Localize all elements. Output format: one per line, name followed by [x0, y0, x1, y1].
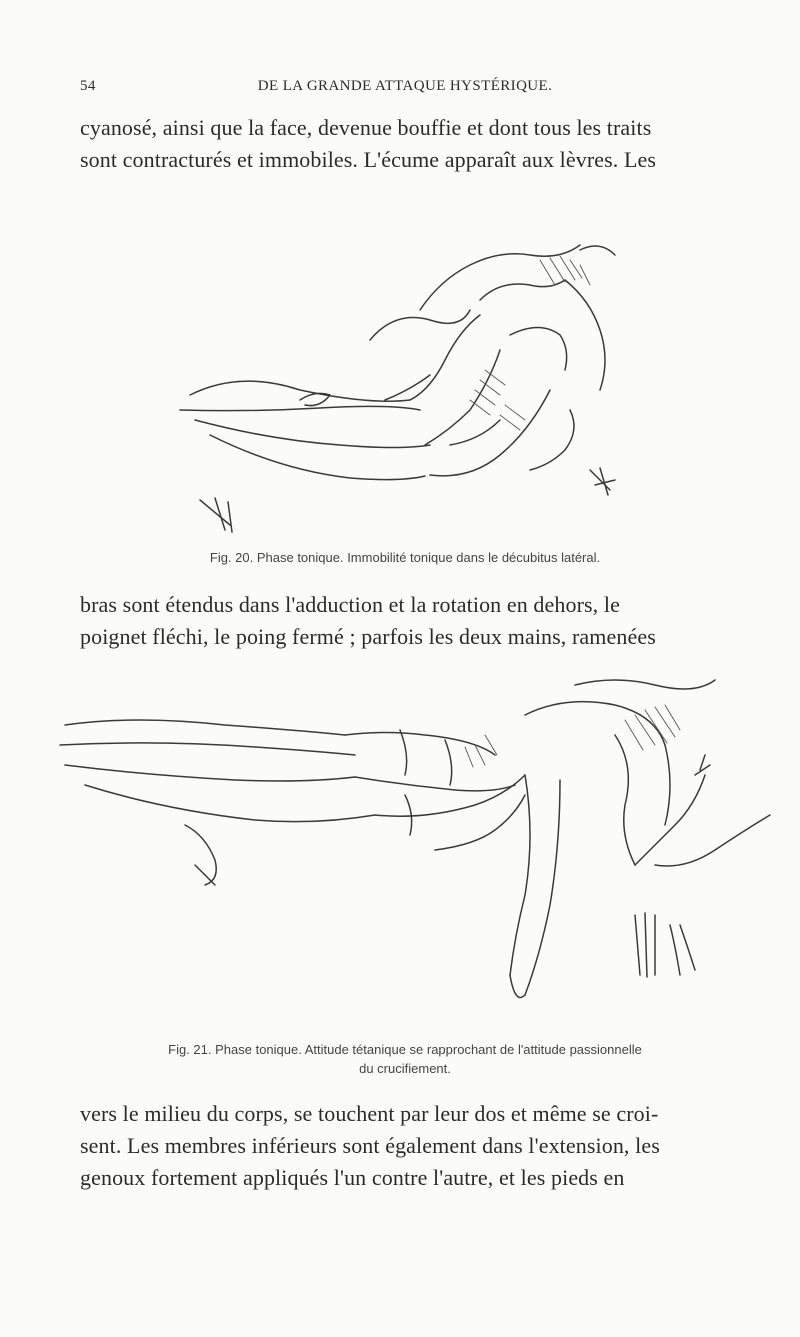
caption-line: Fig. 21. Phase tonique. Attitude tétanique se rapprochant de l'attitude passionnelle [168, 1042, 642, 1057]
figure-21-caption [80, 1040, 730, 1078]
paragraph-3 [80, 1098, 730, 1194]
text-line: cyanosé, ainsi que la face, devenue bouffie et dont tous les traits [80, 115, 652, 140]
text-line: sont contracturés et immobiles. L'écume apparaît aux lèvres. Les [80, 147, 657, 172]
running-title: DE LA GRANDE ATTAQUE HYSTÉRIQUE. [257, 78, 553, 94]
text-line: bras sont étendus dans l'adduction et la rotation en dehors, le [80, 592, 620, 617]
figure-20-illustration [170, 240, 630, 540]
caption-line: du crucifiement. [359, 1061, 451, 1076]
figure-21-illustration [55, 675, 775, 1035]
page-number: 54 [80, 78, 96, 94]
paragraph-1 [80, 112, 730, 176]
running-header [80, 78, 730, 102]
text-line: poignet fléchi, le poing fermé ; parfois les deux mains, ramenées [80, 624, 656, 649]
text-line: vers le milieu du corps, se touchent par leur dos et même se croi- [80, 1101, 659, 1126]
text-line: sent. Les membres inférieurs sont également dans l'extension, les [80, 1133, 660, 1158]
figure-20-caption: Fig. 20. Phase tonique. Immobilité tonique dans le décubitus latéral. [209, 550, 601, 565]
text-line: genoux fortement appliqués l'un contre l'autre, et les pieds en [80, 1165, 625, 1190]
paragraph-2 [80, 589, 730, 653]
